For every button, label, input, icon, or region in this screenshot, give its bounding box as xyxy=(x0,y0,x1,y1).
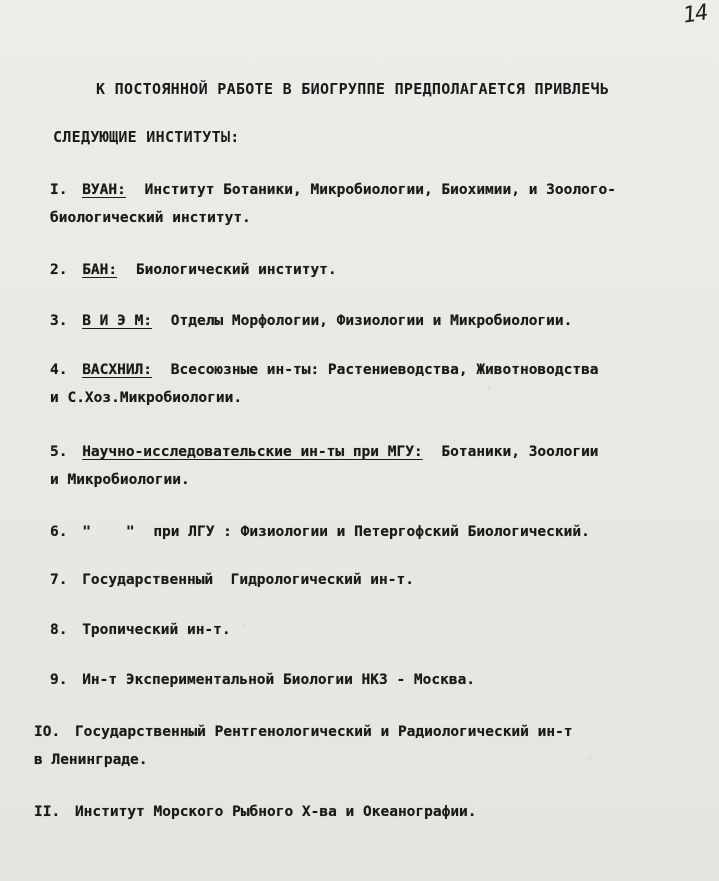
item-continuation: в Ленинграде. xyxy=(34,752,148,768)
item-organization: ВАСХНИЛ: xyxy=(82,362,153,378)
item-text: Государственный Рентгенологический и Радиологический ин-т xyxy=(74,724,573,740)
item-text: Биологический институт. xyxy=(135,262,337,278)
item-continuation: и С.Хоз.Микробиологии. xyxy=(50,390,243,406)
item-text: при ЛГУ : Физиологии и Петергофский Биологический. xyxy=(153,524,590,540)
heading: К ПОСТОЯННОЙ РАБОТЕ В БИОГРУППЕ ПРЕДПОЛАГАЕТСЯ ПРИВЛЕЧЬ xyxy=(96,80,610,98)
item-continuation: биологический институт. xyxy=(50,210,251,226)
item-number: 2. xyxy=(50,262,68,278)
list-item xyxy=(50,518,700,546)
list-item xyxy=(34,718,684,774)
subheading: СЛЕДУЮЩИЕ ИНСТИТУТЫ: xyxy=(53,128,240,146)
item-number: 9. xyxy=(50,672,68,688)
item-text: Государственный Гидрологический ин-т. xyxy=(82,572,414,588)
item-number: I. xyxy=(50,182,68,198)
item-text: Ботаники, Зоологии xyxy=(441,444,599,460)
item-organization: " " xyxy=(82,524,135,540)
list-item xyxy=(50,616,700,644)
item-organization: В И Э М: xyxy=(82,313,153,329)
list-item xyxy=(50,356,700,412)
page-number: 14 xyxy=(680,0,709,29)
item-text: Институт Морского Рыбного Х-ва и Океанографии. xyxy=(74,804,477,820)
item-organization: ВУАН: xyxy=(82,182,126,198)
item-number: 8. xyxy=(50,622,68,638)
list-item xyxy=(34,798,684,826)
item-continuation: и Микробиологии. xyxy=(50,472,190,488)
item-organization: БАН: xyxy=(82,262,118,278)
item-text: Всесоюзные ин-ты: Растениеводства, Животноводства xyxy=(170,362,599,378)
list-item xyxy=(50,176,700,232)
item-number: IO. xyxy=(34,724,61,740)
item-number: 3. xyxy=(50,313,68,329)
item-number: II. xyxy=(34,804,61,820)
item-number: 7. xyxy=(50,572,68,588)
list-item xyxy=(50,566,700,594)
item-text: Институт Ботаники, Микробиологии, Биохимии, и Зоолого- xyxy=(144,182,616,198)
item-number: 6. xyxy=(50,524,68,540)
item-organization: Научно-исследовательские ин-ты при МГУ: xyxy=(82,444,423,460)
list-item xyxy=(50,256,700,284)
item-number: 5. xyxy=(50,444,68,460)
list-item xyxy=(50,307,700,335)
item-text: Отделы Морфологии, Физиологии и Микробиологии. xyxy=(170,313,573,329)
item-text: Ин-т Экспериментальной Биологии НКЗ - Москва. xyxy=(82,672,476,688)
item-text: Тропический ин-т. xyxy=(82,622,231,638)
list-item xyxy=(50,438,700,494)
item-number: 4. xyxy=(50,362,68,378)
list-item xyxy=(50,666,700,694)
